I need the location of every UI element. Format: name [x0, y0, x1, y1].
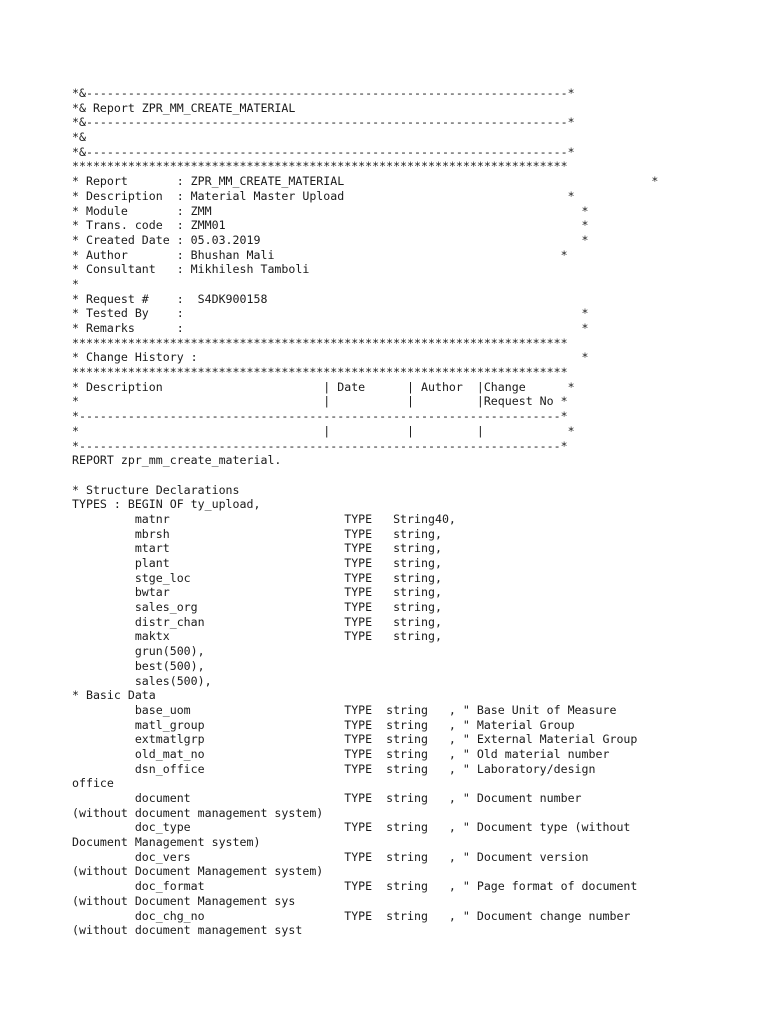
code-line: stge_loc TYPE string,: [72, 570, 442, 585]
code-line: Document Management system): [72, 835, 261, 850]
code-line: * Description : Material Master Upload *: [72, 188, 575, 203]
code-line: mbrsh TYPE string,: [72, 526, 442, 541]
code-line: * Basic Data: [72, 688, 156, 703]
code-line: ***********************************************************************: [72, 159, 568, 174]
code-line: mtart TYPE string,: [72, 541, 442, 556]
code-line: *&---------------------------------------------------------------------*: [72, 86, 575, 100]
code-line: *&---------------------------------------------------------------------*: [72, 144, 575, 159]
code-line: plant TYPE string,: [72, 556, 442, 570]
code-line: sales_org TYPE string,: [72, 600, 442, 615]
code-line: *---------------------------------------------------------------------*: [72, 438, 568, 453]
code-line: (without document management system): [72, 805, 324, 820]
code-line: extmatlgrp TYPE string , " External Material Group: [72, 732, 638, 747]
code-line: dsn_office TYPE string , " Laboratory/design: [72, 761, 596, 776]
code-line: (without Document Management sys: [72, 893, 296, 908]
code-line: distr_chan TYPE string,: [72, 614, 442, 629]
code-line: * Structure Declarations: [72, 482, 240, 497]
code-line: * Tested By : *: [72, 306, 589, 321]
code-line: doc_format TYPE string , " Page format of document: [72, 879, 638, 894]
code-line: ***********************************************************************: [72, 365, 568, 380]
code-line: office: [72, 776, 114, 791]
code-line: * Author : Bhushan Mali *: [72, 247, 568, 262]
code-line: * Report : ZPR_MM_CREATE_MATERIAL *: [72, 174, 659, 189]
code-line: * | | |Request No *: [72, 394, 568, 409]
code-line: * | | | *: [72, 423, 575, 438]
code-line: old_mat_no TYPE string , " Old material number: [72, 746, 610, 761]
code-line: doc_vers TYPE string , " Document version: [72, 849, 589, 864]
code-line: *&: [72, 130, 86, 145]
code-line: doc_chg_no TYPE string , " Document change number: [72, 908, 631, 923]
code-line: matnr TYPE String40,: [72, 511, 456, 526]
code-line: * Created Date : 05.03.2019 *: [72, 232, 589, 247]
code-line: [0, 468, 768, 483]
code-line: bwtar TYPE string,: [72, 585, 442, 600]
code-line: ***********************************************************************: [72, 335, 568, 350]
code-line: best(500),: [72, 658, 205, 673]
code-line: REPORT zpr_mm_create_material.: [72, 453, 282, 468]
code-line: * Remarks : *: [72, 321, 589, 335]
code-line: *& Report ZPR_MM_CREATE_MATERIAL: [72, 100, 296, 115]
code-line: matl_group TYPE string , " Material Group: [72, 717, 575, 732]
code-line: maktx TYPE string,: [72, 629, 442, 644]
code-line: base_uom TYPE string , " Base Unit of Measure: [72, 702, 617, 717]
code-line: * Trans. code : ZMM01 *: [72, 218, 589, 233]
code-line: * Consultant : Mikhilesh Tamboli: [72, 262, 310, 277]
code-line: grun(500),: [72, 644, 205, 659]
code-line: * Description | Date | Author |Change *: [72, 379, 575, 394]
code-line: * Change History : *: [72, 350, 589, 365]
code-line: document TYPE string , " Document number: [72, 791, 582, 805]
code-line: *---------------------------------------------------------------------*: [72, 409, 568, 424]
code-line: (without document management syst: [72, 923, 303, 938]
code-line: *: [72, 276, 79, 291]
code-line: (without Document Management system): [72, 864, 324, 879]
code-line: *&---------------------------------------------------------------------*: [72, 115, 575, 130]
code-line: sales(500),: [72, 673, 212, 688]
code-line: TYPES : BEGIN OF ty_upload,: [72, 497, 261, 512]
code-line: * Request # : S4DK900158: [72, 291, 268, 306]
code-line: * Module : ZMM *: [72, 203, 589, 218]
source-code-page: [0, 86, 768, 938]
code-line: doc_type TYPE string , " Document type (without: [72, 820, 631, 835]
